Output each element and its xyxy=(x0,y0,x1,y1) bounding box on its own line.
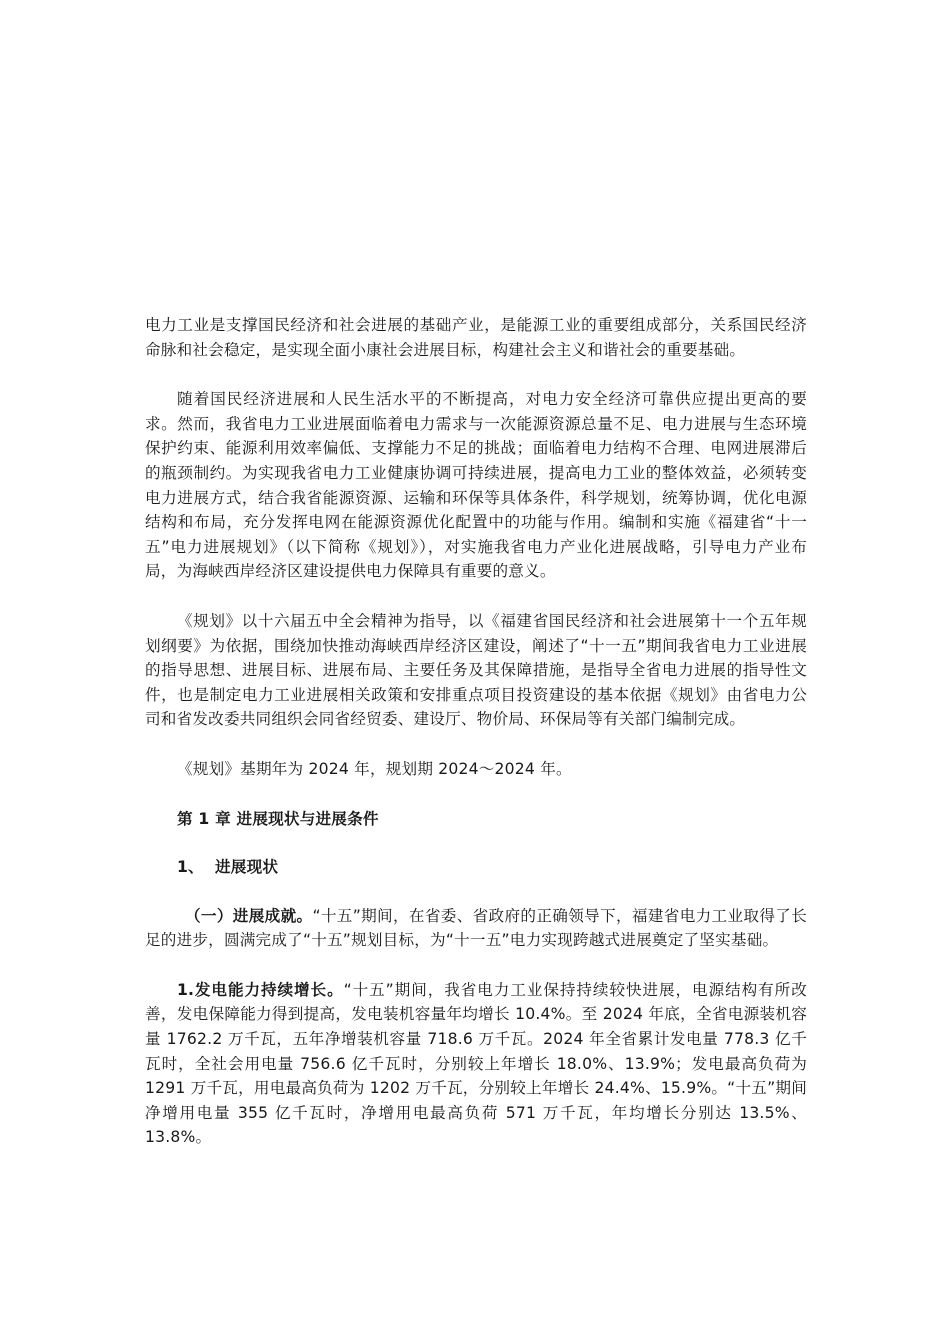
paragraph-period: 《规划》基期年为 2024 年，规划期 2024～2024 年。 xyxy=(177,759,572,778)
paragraph-generation xyxy=(145,978,807,1150)
generation-text: “十五”期间，我省电力工业保持持续较快进展，电源结构有所改善，发电保障能力得到提高，发电装机容量年均增长 10.4%。至 2024 年底，全省电源装机容量 1762.2 万千瓦，五年净增装机容量 718.6 万千瓦。2024 年全省累计发电量 778.3 亿千瓦时，全社会用电量 756.6 亿千瓦时，分别较上年增长 18.0%、13.9%；发电最高负荷为 1291 万千瓦，用电最高负荷为 1202 万千瓦，分别较上年增长 24.4%、15.9%。“十五”期间净增用电量 355 亿千瓦时，净增用电最高负荷 571 万千瓦，年均增长分别达 13.5%、13.8%。 xyxy=(145,980,807,1147)
section-heading xyxy=(145,855,807,880)
document-body xyxy=(145,313,807,1175)
paragraph-background: 随着国民经济进展和人民生活水平的不断提高，对电力安全经济可靠供应提出更高的要求。然而，我省电力工业进展面临着电力需求与一次能源资源总量不足、电力进展与生态环境保护约束、能源利用效率偏低、支撑能力不足的挑战；面临着电力结构不合理、电网进展滞后的瓶颈制约。为实现我省电力工业健康协调可持续进展，提高电力工业的整体效益，必须转变电力进展方式，结合我省能源资源、运输和环保等具体条件，科学规划，统筹协调，优化电源结构和布局，充分发挥电网在能源资源优化配置中的功能与作用。编制和实施《福建省“十一五”电力进展规划》（以下简称《规划》），对实施我省电力产业化进展战略，引导电力产业布局，为海峡西岸经济区建设提供电力保障具有重要的意义。 xyxy=(145,390,807,581)
paragraph-guidance: 《规划》以十六届五中全会精神为指导，以《福建省国民经济和社会进展第十一个五年规划纲要》为依据，围绕加快推动海峡西岸经济区建设，阐述了“十一五”期间我省电力工业进展的指导思想、进展目标、进展布局、主要任务及其保障措施，是指导全省电力进展的指导性文件，也是制定电力工业进展相关政策和安排重点项目投资建设的基本依据《规划》由省电力公司和省发改委共同组织会同省经贸委、建设厅、物价局、环保局等有关部门编制完成。 xyxy=(145,611,807,729)
chapter-heading: 第 1 章 进展现状与进展条件 xyxy=(177,809,379,828)
section-number: 1、 xyxy=(177,858,204,877)
achievements-text: “十五”期间，在省委、省政府的正确领导下，福建省电力工业取得了长足的进步，圆满完成了“十五”规划目标，为“十一五”电力实现跨越式进展奠定了坚实基础。 xyxy=(145,906,807,950)
achievements-lead: （一）进展成就。 xyxy=(185,906,313,925)
generation-lead: 1.发电能力持续增长。 xyxy=(177,980,344,999)
paragraph-achievements xyxy=(145,904,807,953)
section-title: 进展现状 xyxy=(215,858,279,877)
paragraph-intro: 电力工业是支撑国民经济和社会进展的基础产业，是能源工业的重要组成部分，关系国民经济命脉和社会稳定，是实现全面小康社会进展目标，构建社会主义和谐社会的重要基础。 xyxy=(145,316,807,359)
